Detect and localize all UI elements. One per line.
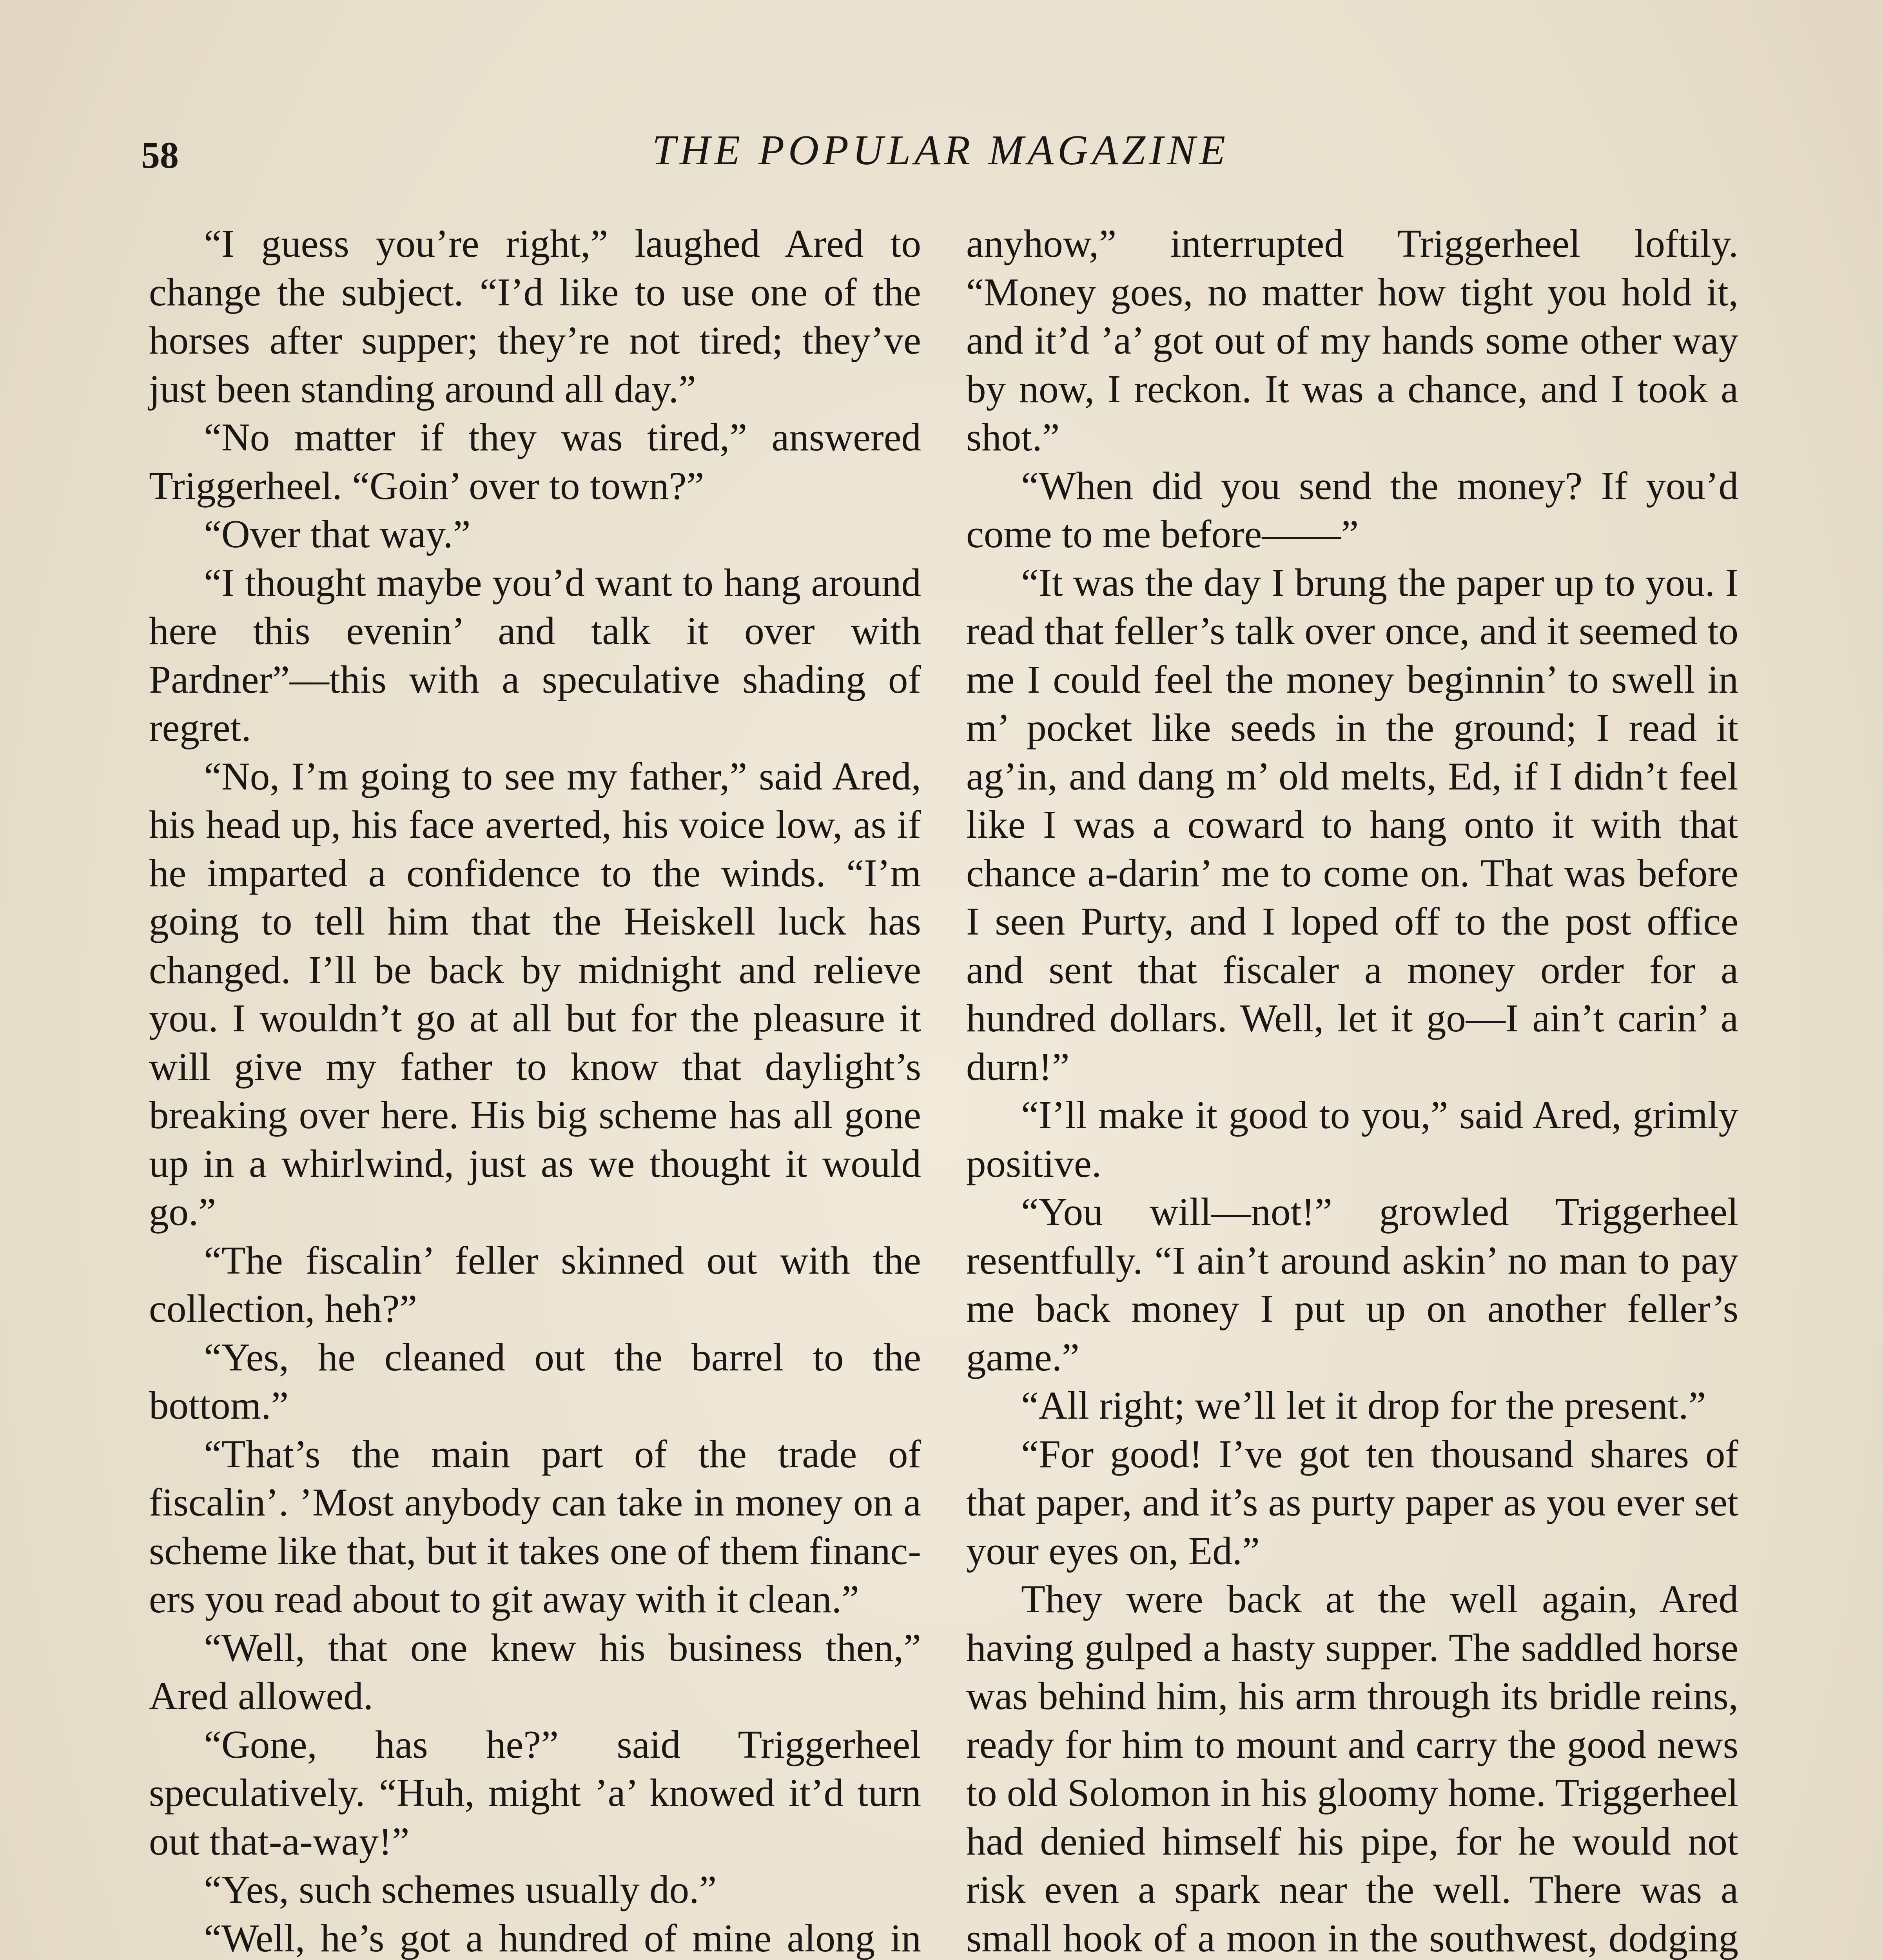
paragraph: “Yes, such schemes usually do.” — [204, 1867, 717, 1911]
page-header — [141, 126, 1740, 177]
paragraph: “All right; we’ll let it drop for the present.” — [1021, 1383, 1706, 1427]
paragraph: “Well, he’s got a hundred of mine along in — [204, 1916, 921, 1960]
paragraph: “Yes, he cleaned out the barrel to the bottom.” — [149, 1335, 921, 1427]
paragraph-continued: anyhow,” interrupted Triggerheel loftily. “Money goes, no matter how tight you hold it, and it’d ’a’ got out of my hands some other way by now, I reckon. It was a chance, and I took a shot.” — [966, 221, 1738, 459]
paragraph: “No, I’m going to see my father,” said Ared, his head up, his face averted, his voice low, as if he imparted a confidence to the winds. “I’m going to tell him that the Heiskell luck has changed. I’ll be back by midnight and relieve you. I wouldn’t go at all but for the pleasure it will give my father to know that daylight’s breaking over here. His big scheme has all gone up in a whirlwind, just as we thought it would go.” — [149, 754, 921, 1234]
paragraph: “When did you send the money? If you’d come to me before——” — [966, 463, 1738, 556]
page-number: 58 — [141, 134, 179, 176]
paragraph: “For good! I’ve got ten thousand shares of that paper, and it’s as purty paper as you ever set your eyes on, Ed.” — [966, 1432, 1738, 1573]
running-head: THE POPULAR MAGAZINE — [652, 127, 1229, 174]
paragraph: “Gone, has he?” said Triggerheel speculatively. “Huh, might ’a’ knowed it’d turn out that-a-way!” — [149, 1722, 921, 1863]
paragraph: “The fiscalin’ feller skinned out with the collection, heh?” — [149, 1238, 921, 1330]
paragraph: “No matter if they was tired,” answered Triggerheel. “Goin’ over to town?” — [149, 415, 921, 508]
paragraph: “It was the day I brung the paper up to you. I read that feller’s talk over once, and it seemed to me I could feel the money beginnin’ to swell in m’ pocket like seeds in the ground; I read it ag’in, and dang m’ old melts, Ed, if I didn’t feel like I was a coward to hang onto it with that chance a-darin’ me to come on. That was before I seen Purty, and I loped off to the post office and sent that fiscaler a money order for a hundred dollars. Well, let it go—I ain’t carin’ a durn!” — [966, 560, 1738, 1089]
paragraph: They were back at the well again, Ared having gulped a hasty supper. The saddled horse was behind him, his arm through its bridle reins, ready for him to mount and carry the good news to old Solomon in his gloomy home. Triggerheel had denied himself his pipe, for he would not risk even a spark near the well. There was a small hook of a moon in the southwest, dodging — [966, 1577, 1738, 1960]
paragraph: “I thought maybe you’d want to hang around here this evenin’ and talk it over with Pardner”—this with a speculative shading of regret. — [149, 560, 921, 750]
right-column — [966, 220, 1738, 1960]
paragraph: “Over that way.” — [204, 512, 471, 556]
paragraph: “Well, that one knew his business then,” Ared allowed. — [149, 1625, 921, 1718]
left-column — [149, 220, 921, 1960]
paragraph: “I guess you’re right,” laughed Ared to change the subject. “I’d like to use one of the horses after supper; they’re not tired; they’ve just been standing around all day.” — [149, 221, 921, 411]
paragraph: “That’s the main part of the trade of fiscalin’. ’Most anybody can take in money on a scheme like that, but it takes one of them financ-ers you read about to git away with it clean.” — [149, 1432, 921, 1621]
paragraph: “You will—not!” growled Triggerheel resentfully. “I ain’t around askin’ no man to pay me back money I put up on another feller’s game.” — [966, 1190, 1738, 1379]
paragraph: “I’ll make it good to you,” said Ared, grimly positive. — [966, 1093, 1738, 1185]
